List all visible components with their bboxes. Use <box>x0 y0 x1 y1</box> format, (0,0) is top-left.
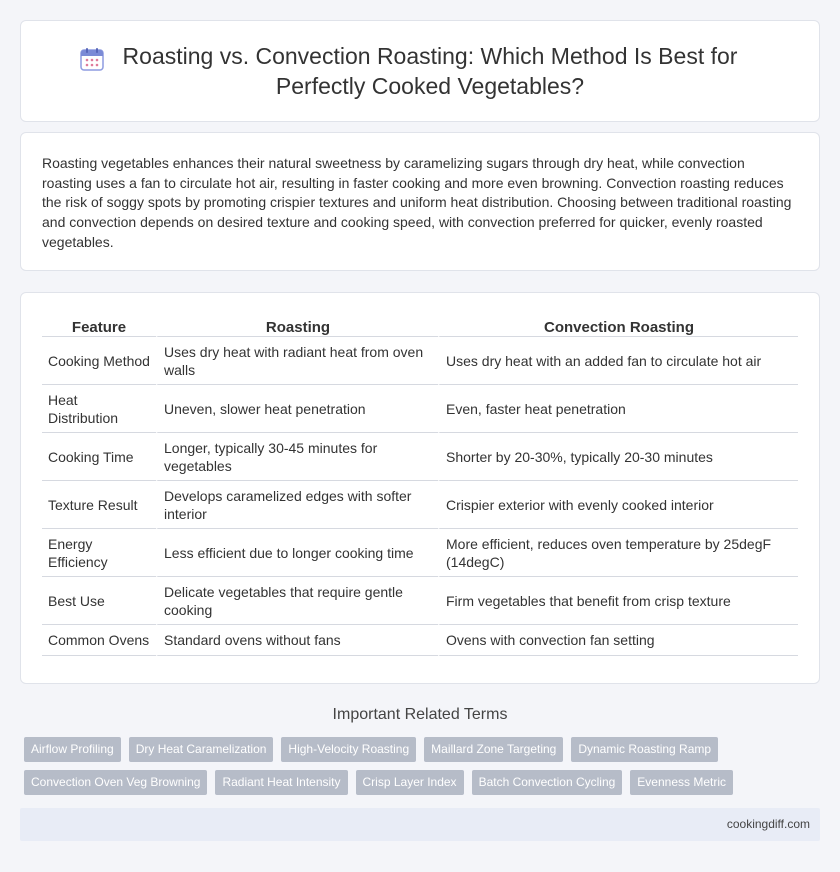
row-feature: Cooking Method <box>42 337 156 385</box>
table-row <box>42 481 798 529</box>
row-convection: Uses dry heat with an added fan to circulate hot air <box>438 337 798 385</box>
related-terms-list <box>24 737 820 795</box>
related-term-tag[interactable]: Maillard Zone Targeting <box>424 737 563 762</box>
header-convection-roasting: Convection Roasting <box>438 317 798 337</box>
row-feature: Energy Efficiency <box>42 529 156 577</box>
table-row <box>42 529 798 577</box>
row-feature: Heat Distribution <box>42 385 156 433</box>
comparison-card <box>20 292 820 684</box>
row-roasting: Develops caramelized edges with softer interior <box>156 481 438 529</box>
row-feature: Texture Result <box>42 481 156 529</box>
related-term-tag[interactable]: Crisp Layer Index <box>356 770 464 795</box>
table-header-row <box>42 317 798 337</box>
row-convection: More efficient, reduces oven temperature by 25degF (14degC) <box>438 529 798 577</box>
title-card <box>20 20 820 122</box>
header-feature: Feature <box>42 317 156 337</box>
row-convection: Even, faster heat penetration <box>438 385 798 433</box>
table-row <box>42 577 798 625</box>
intro-card <box>20 132 820 271</box>
row-roasting: Uses dry heat with radiant heat from oven walls <box>156 337 438 385</box>
page-title: Roasting vs. Convection Roasting: Which Method Is Best for Perfectly Cooked Vegetables? <box>122 43 738 99</box>
footer <box>20 808 820 841</box>
row-feature: Best Use <box>42 577 156 625</box>
related-term-tag[interactable]: Dynamic Roasting Ramp <box>571 737 718 762</box>
related-terms-title: Important Related Terms <box>332 706 508 723</box>
row-convection: Ovens with convection fan setting <box>438 625 798 656</box>
related-term-tag[interactable]: Airflow Profiling <box>24 737 121 762</box>
row-convection: Shorter by 20-30%, typically 20-30 minutes <box>438 433 798 481</box>
row-roasting: Delicate vegetables that require gentle cooking <box>156 577 438 625</box>
table-row <box>42 625 798 656</box>
related-term-tag[interactable]: Radiant Heat Intensity <box>215 770 347 795</box>
row-feature: Common Ovens <box>42 625 156 656</box>
table-row <box>42 337 798 385</box>
intro-paragraph: Roasting vegetables enhances their natural sweetness by caramelizing sugars through dry heat, while convection roasting uses a fan to circulate hot air, resulting in faster cooking and more even browning. Convection roasting reduces the risk of soggy spots by promoting crispier textures and uniform heat distribution. Choosing between traditional roasting and convection depends on desired texture and cooking speed, with convection preferred for quicker, evenly roasted vegetables. <box>42 155 792 250</box>
header-roasting: Roasting <box>156 317 438 337</box>
row-convection: Crispier exterior with evenly cooked interior <box>438 481 798 529</box>
table-row <box>42 433 798 481</box>
row-roasting: Less efficient due to longer cooking time <box>156 529 438 577</box>
related-term-tag[interactable]: Evenness Metric <box>630 770 733 795</box>
comparison-table <box>42 317 798 656</box>
table-row <box>42 385 798 433</box>
related-term-tag[interactable]: Convection Oven Veg Browning <box>24 770 207 795</box>
row-roasting: Standard ovens without fans <box>156 625 438 656</box>
row-feature: Cooking Time <box>42 433 156 481</box>
row-roasting: Uneven, slower heat penetration <box>156 385 438 433</box>
related-term-tag[interactable]: Batch Convection Cycling <box>472 770 623 795</box>
footer-site[interactable]: cookingdiff.com <box>726 817 810 831</box>
related-term-tag[interactable]: Dry Heat Caramelization <box>129 737 274 762</box>
related-term-tag[interactable]: High-Velocity Roasting <box>281 737 416 762</box>
row-convection: Firm vegetables that benefit from crisp texture <box>438 577 798 625</box>
row-roasting: Longer, typically 30-45 minutes for vegetables <box>156 433 438 481</box>
